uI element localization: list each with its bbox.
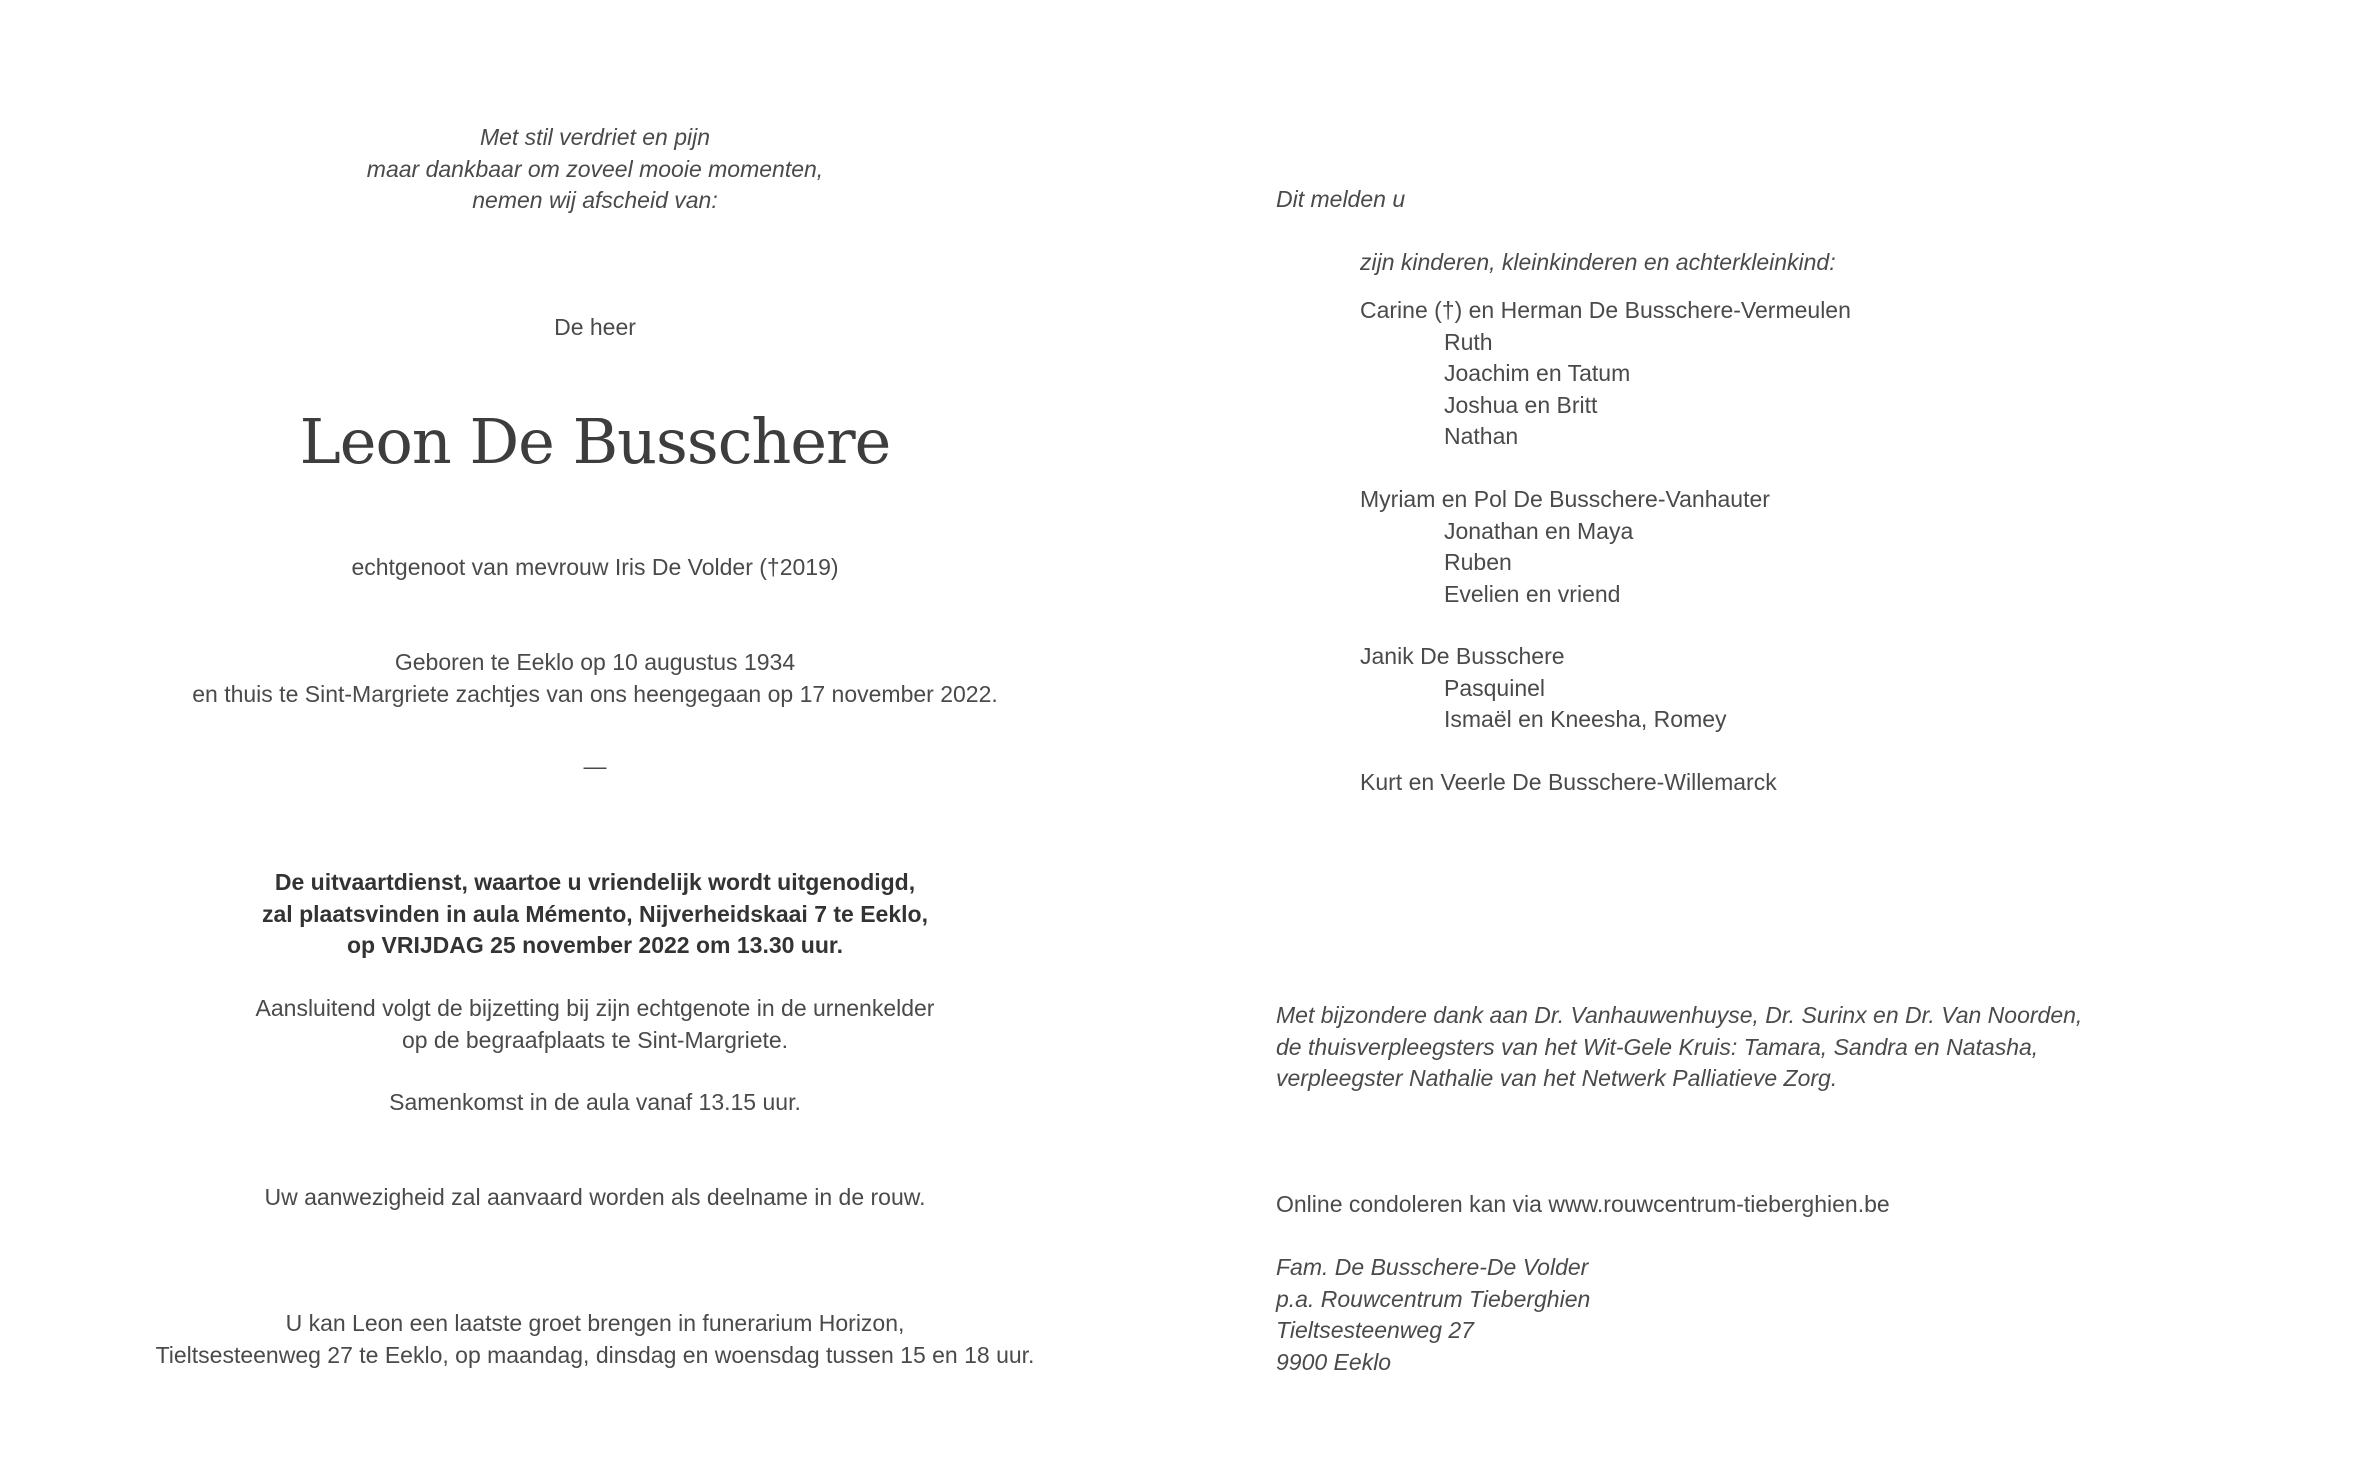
gathering-line: Samenkomst in de aula vanaf 13.15 uur. — [389, 1089, 801, 1115]
address-line: Tieltsesteenweg 27 — [1276, 1317, 1474, 1343]
funeral-line: op VRIJDAG 25 november 2022 om 13.30 uur. — [347, 932, 843, 958]
thanks-line: verpleegster Nathalie van het Netwerk Palliatieve Zorg. — [1276, 1065, 1838, 1091]
burial-line: op de begraafplaats te Sint-Margriete. — [401, 1026, 789, 1053]
death-line: en thuis te Sint-Margriete zachtjes van ons heengegaan op 17 november 2022. — [192, 680, 998, 707]
funeral-line: zal plaatsvinden in aula Mémento, Nijverheidskaai 7 te Eeklo, — [262, 900, 928, 927]
family-member: Ruth — [1444, 328, 1493, 355]
family-member: Pasquinel — [1444, 674, 1546, 701]
family-intro: zijn kinderen, kleinkinderen en achterkleinkind: — [1360, 249, 1836, 275]
intro-line: Met stil verdriet en pijn — [479, 124, 711, 150]
address-line: 9900 Eeklo — [1276, 1348, 1392, 1375]
family-head: Carine (†) en Herman De Busschere-Vermeulen — [1360, 297, 1851, 323]
address-line: Fam. De Busschere-De Volder — [1276, 1254, 1589, 1280]
intro-line: maar dankbaar om zoveel mooie momenten, — [366, 155, 824, 182]
funeral-line: De uitvaartdienst, waartoe u vriendelijk wordt uitgenodigd, — [274, 869, 916, 895]
online-condolence: Online condoleren kan via www.rouwcentrum-tieberghien.be — [1276, 1191, 1890, 1217]
visitation-line: Tieltsesteenweg 27 te Eeklo, op maandag, dinsdag en woensdag tussen 15 en 18 uur. — [155, 1341, 1035, 1368]
family-member: Nathan — [1444, 423, 1519, 449]
birth-line: Geboren te Eeklo op 10 augustus 1934 — [394, 649, 796, 675]
salutation: De heer — [554, 314, 636, 340]
family-member: Evelien en vriend — [1444, 580, 1621, 607]
family-head: Janik De Busschere — [1360, 643, 1565, 669]
thanks-line: de thuisverpleegsters van het Wit-Gele Kruis: Tamara, Sandra en Natasha, — [1276, 1033, 2039, 1060]
deceased-name: Leon De Busschere — [299, 405, 891, 478]
address-line: p.a. Rouwcentrum Tieberghien — [1276, 1285, 1591, 1312]
family-member: Joachim en Tatum — [1444, 360, 1631, 386]
family-head: Myriam en Pol De Busschere-Vanhauter — [1360, 486, 1770, 512]
spouse-line: echtgenoot van mevrouw Iris De Volder (†2019) — [351, 554, 839, 580]
family-head: Kurt en Veerle De Busschere-Willemarck — [1360, 769, 1777, 795]
intro-line: nemen wij afscheid van: — [472, 187, 718, 213]
announce-line: Dit melden u — [1276, 186, 1406, 212]
presence-line: Uw aanwezigheid zal aanvaard worden als deelname in de rouw. — [264, 1184, 926, 1210]
visitation-line: U kan Leon een laatste groet brengen in funerarium Horizon, — [285, 1310, 905, 1336]
family-member: Joshua en Britt — [1444, 391, 1598, 418]
separator: — — [583, 753, 607, 779]
family-member: Ismaël en Kneesha, Romey — [1444, 706, 1727, 732]
thanks-line: Met bijzondere dank aan Dr. Vanhauwenhuyse, Dr. Surinx en Dr. Van Noorden, — [1276, 1002, 2083, 1028]
family-member: Jonathan en Maya — [1444, 517, 1634, 544]
burial-line: Aansluitend volgt de bijzetting bij zijn echtgenote in de urnenkelder — [255, 995, 935, 1021]
family-member: Ruben — [1444, 549, 1512, 575]
